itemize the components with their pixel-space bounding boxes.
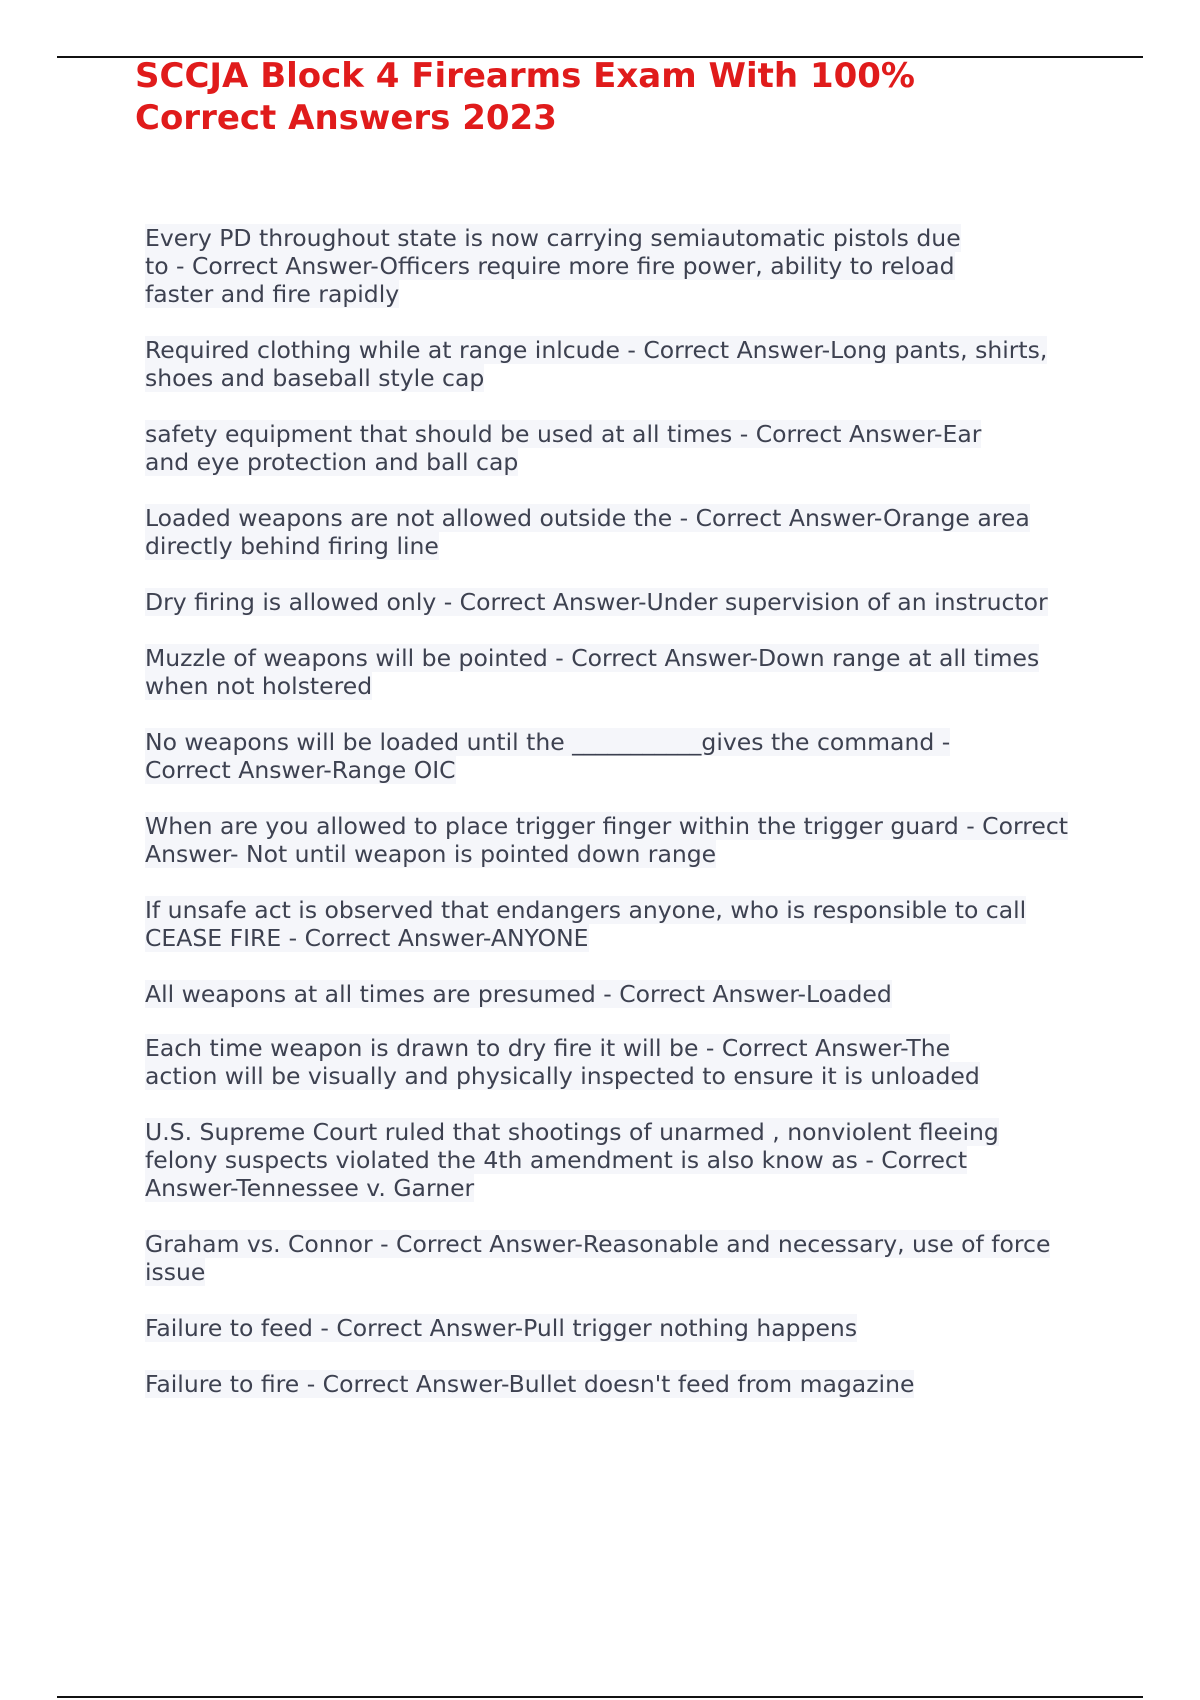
qa-item-text: Muzzle of weapons will be pointed - Correct Answer-Down range at all times when not holstered [145, 644, 1040, 700]
qa-item-text: U.S. Supreme Court ruled that shootings of unarmed , nonviolent fleeing felony suspects violated the 4th amendment is also know as - Correct Answer-Tennessee v. Garner [145, 1118, 999, 1202]
title-line-2: Correct Answers 2023 [135, 98, 557, 138]
qa-item-text: No weapons will be loaded until the ___________gives the command - Correct Answer-Range OIC [145, 728, 951, 784]
qa-item [145, 1118, 1045, 1202]
qa-item-text: Failure to feed - Correct Answer-Pull trigger nothing happens [145, 1314, 858, 1342]
qa-item-text: Failure to fire - Correct Answer-Bullet doesn't feed from magazine [145, 1370, 915, 1398]
qa-item-text: Dry firing is allowed only - Correct Answer-Under supervision of an instructor [145, 588, 1048, 616]
qa-item [145, 728, 1025, 784]
qa-item [145, 504, 1075, 560]
qa-item [145, 588, 1105, 616]
qa-item [145, 1230, 1085, 1286]
question-answer-list [145, 224, 1105, 1426]
document-title [135, 55, 1035, 139]
qa-item-text: All weapons at all times are presumed - Correct Answer-Loaded [145, 980, 892, 1008]
qa-item-text: Every PD throughout state is now carrying semiautomatic pistols due to - Correct Answer-Officers require more fire power, ability to reload faster and fire rapidly [145, 224, 961, 308]
qa-item-text: Each time weapon is drawn to dry fire it will be - Correct Answer-The action will be visually and physically inspected to ensure it is unloaded [145, 1034, 980, 1090]
qa-item-text: safety equipment that should be used at all times - Correct Answer-Ear and eye protection and ball cap [145, 420, 982, 476]
qa-item [145, 1314, 1105, 1342]
qa-item-text: Loaded weapons are not allowed outside the - Correct Answer-Orange area directly behind firing line [145, 504, 1030, 560]
qa-item [145, 1034, 1015, 1090]
title-line-1: SCCJA Block 4 Firearms Exam With 100% [135, 56, 915, 96]
qa-item [145, 896, 1075, 952]
qa-item [145, 812, 1105, 868]
qa-item-text: Graham vs. Connor - Correct Answer-Reasonable and necessary, use of force issue [145, 1230, 1051, 1286]
qa-item-text: When are you allowed to place trigger finger within the trigger guard - Correct Answer- Not until weapon is pointed down range [145, 812, 1068, 868]
qa-item-text: If unsafe act is observed that endangers anyone, who is responsible to call CEASE FIRE - Correct Answer-ANYONE [145, 896, 1027, 952]
qa-item [145, 224, 985, 308]
qa-item [145, 336, 1085, 392]
qa-item [145, 980, 1105, 1008]
qa-item [145, 644, 1075, 700]
qa-item [145, 420, 1005, 476]
qa-item [145, 1370, 1105, 1398]
bottom-rule [57, 1696, 1143, 1698]
qa-item-text: Required clothing while at range inlcude - Correct Answer-Long pants, shirts, shoes and baseball style cap [145, 336, 1048, 392]
